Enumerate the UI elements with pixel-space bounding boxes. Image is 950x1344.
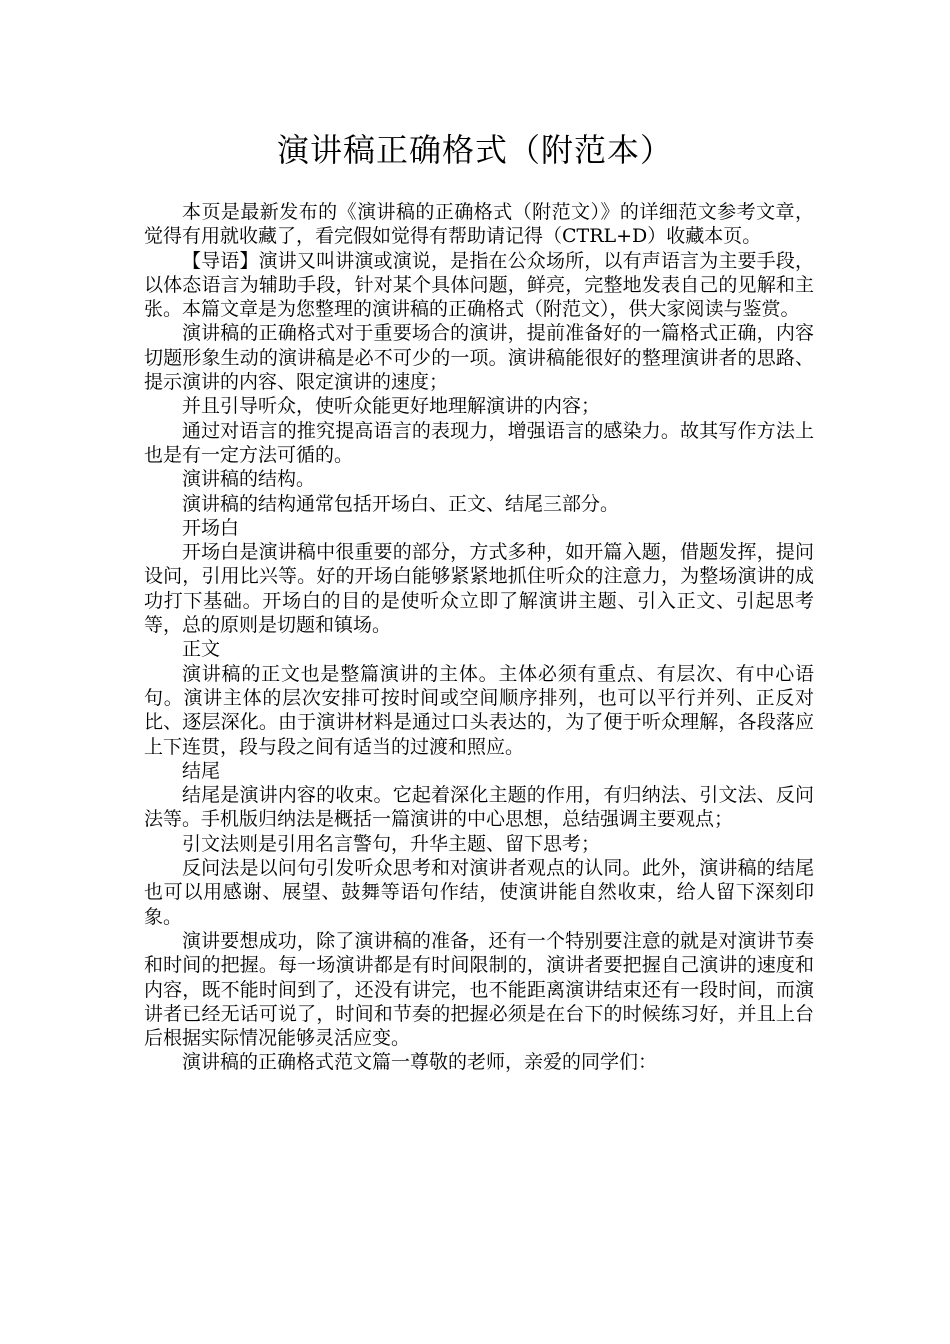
section-heading-opening: 开场白 <box>182 516 240 539</box>
paragraph: 反问法是以问句引发听众思考和对演讲者观点的认同。此外，演讲稿的结尾也可以用感谢、展望、鼓舞等语句作结，使演讲能自然收束，给人留下深刻印象。 <box>144 857 814 928</box>
paragraph: 演讲稿的正确格式对于重要场合的演讲，提前准备好的一篇格式正确，内容切题形象生动的演讲稿是必不可少的一项。演讲稿能很好的整理演讲者的思路、提示演讲的内容、限定演讲的速度； <box>144 322 814 394</box>
paragraph: 结尾是演讲内容的收束。它起着深化主题的作用，有归纳法、引文法、反问法等。手机版归纳法是概括一篇演讲的中心思想，总结强调主要观点； <box>144 784 814 831</box>
paragraph: 开场白是演讲稿中很重要的部分，方式多种，如开篇入题，借题发挥，提问设问，引用比兴等。好的开场白能够紧紧地抓住听众的注意力，为整场演讲的成功打下基础。开场白的目的是使听众立即了解演讲主题、引入正文、引起思考等，总的原则是切题和镇场。 <box>144 541 814 637</box>
paragraph-heading: 演讲稿的结构。 <box>182 468 316 491</box>
document-body <box>144 200 814 1075</box>
paragraph: 演讲要想成功，除了演讲稿的准备，还有一个特别要注意的就是对演讲节奏和时间的把握。每一场演讲都是有时间限制的，演讲者要把握自己演讲的速度和内容，既不能时间到了，还没有讲完，也不能距离演讲结束还有一段时间，而演讲者已经无话可说了，时间和节奏的把握必须是在台下的时候练习好，并且上台后根据实际情况能够灵活应变。 <box>144 929 814 1050</box>
paragraph: 通过对语言的推究提高语言的表现力，增强语言的感染力。故其写作方法上也是有一定方法可循的。 <box>144 419 814 466</box>
section-heading-body: 正文 <box>182 638 221 661</box>
paragraph-intro: 本页是最新发布的《演讲稿的正确格式（附范文）》的详细范文参考文章，觉得有用就收藏了，看完假如觉得有帮助请记得（CTRL+D）收藏本页。 <box>144 201 814 248</box>
paragraph: 演讲稿的正文也是整篇演讲的主体。主体必须有重点、有层次、有中心语句。演讲主体的层次安排可按时间或空间顺序排列，也可以平行并列、正反对比、逐层深化。由于演讲材料是通过口头表达的，为了便于听众理解，各段落应上下连贯，段与段之间有适当的过渡和照应。 <box>144 662 814 758</box>
document-title: 演讲稿正确格式（附范本） <box>276 131 673 169</box>
paragraph: 演讲稿的结构通常包括开场白、正文、结尾三部分。 <box>182 492 620 515</box>
paragraph: 引文法则是引用名言警句，升华主题、留下思考； <box>182 832 601 855</box>
section-heading-ending: 结尾 <box>182 759 221 782</box>
paragraph-sample-start: 演讲稿的正确格式范文篇一尊敬的老师，亲爱的同学们： <box>182 1051 658 1074</box>
paragraph-preface: 【导语】演讲又叫讲演或演说，是指在公众场所，以有声语言为主要手段，以体态语言为辅助手段，针对某个具体问题，鲜亮，完整地发表自己的见解和主张。本篇文章是为您整理的演讲稿的正确格式（附范文），供大家阅读与鉴赏。 <box>144 249 814 321</box>
paragraph: 并且引导听众，使听众能更好地理解演讲的内容； <box>182 395 601 418</box>
